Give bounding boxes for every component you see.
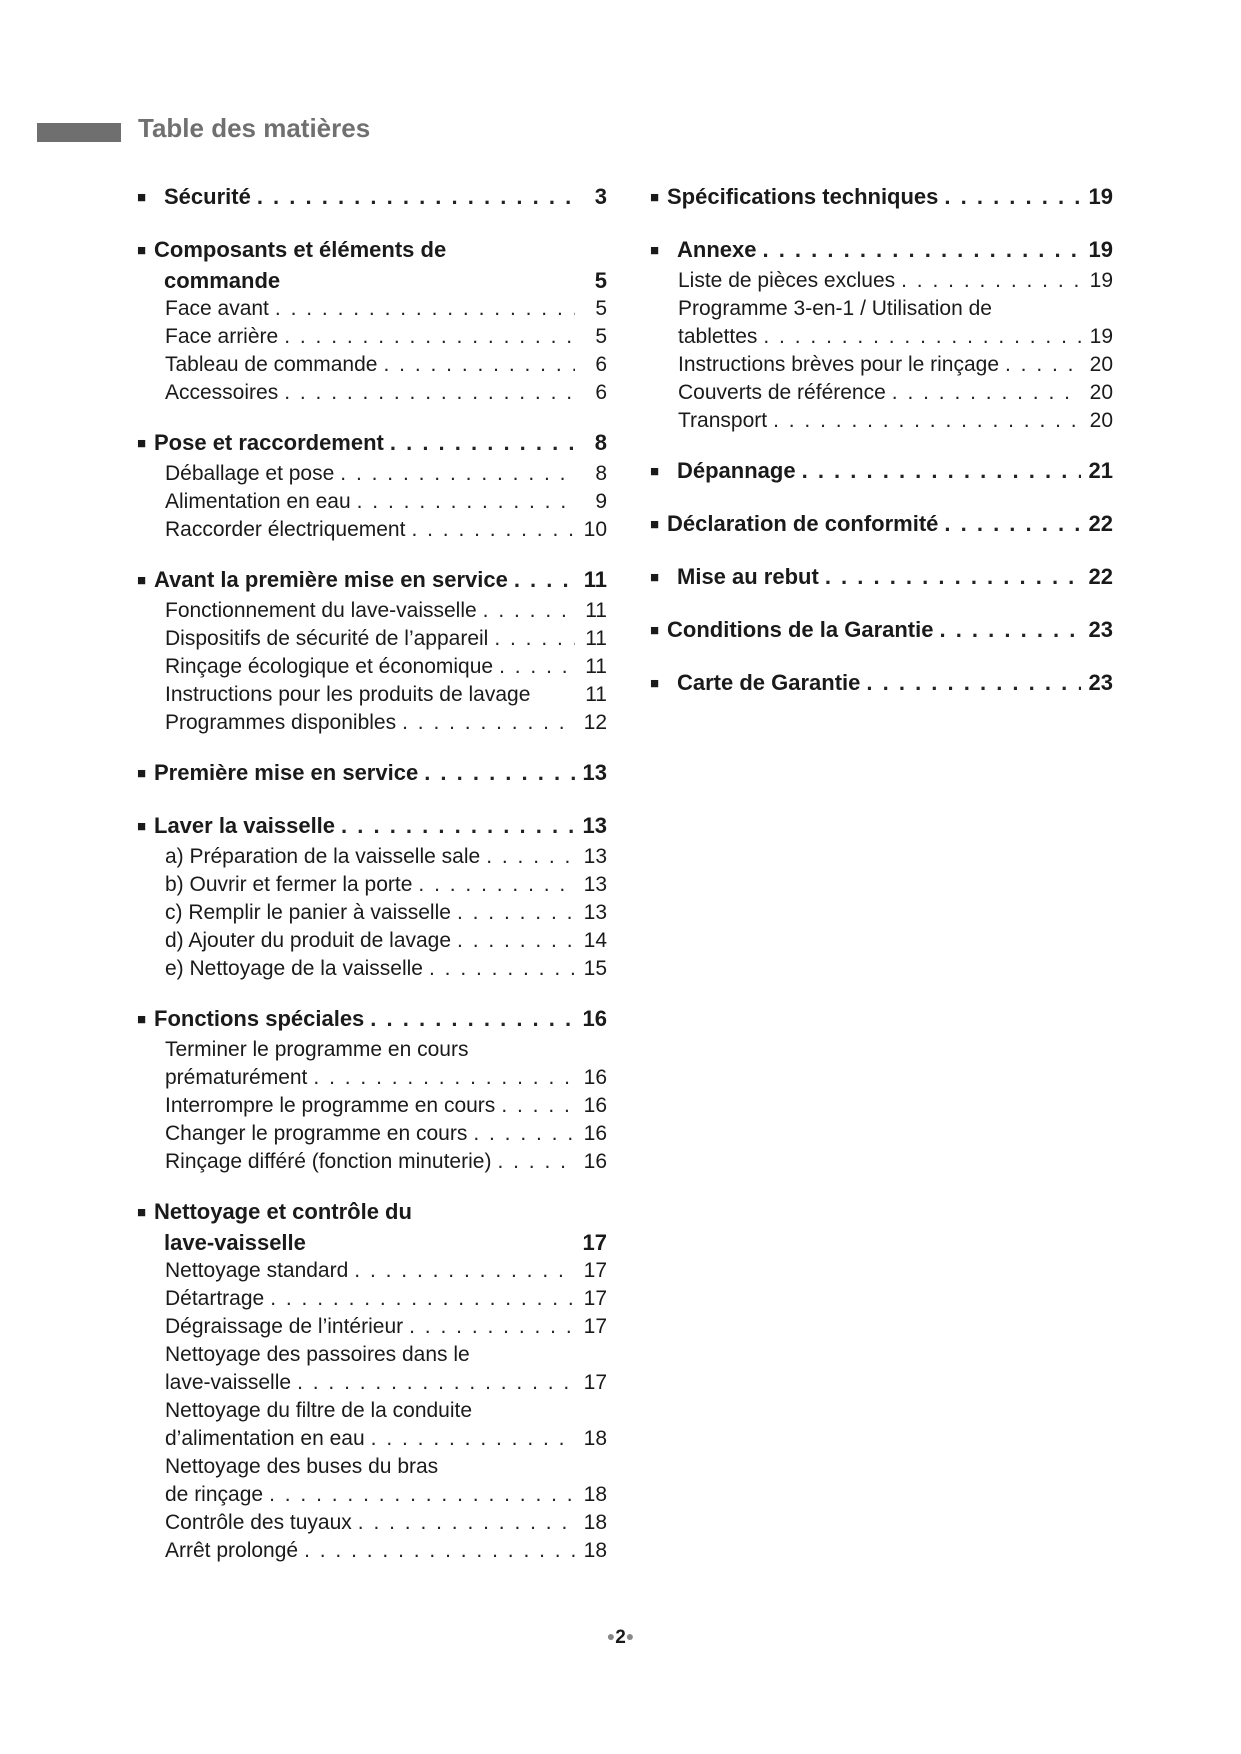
- toc-subentry[interactable]: Tableau de commande . . . 6: [137, 351, 607, 379]
- toc-subentry[interactable]: Alimentation en eau . . . 9: [137, 488, 607, 516]
- toc-subentry[interactable]: Programmes disponibles . . . 12: [137, 709, 607, 737]
- square-bullet-icon: ■: [650, 242, 660, 259]
- toc-entry[interactable]: ■ Conditions de la Garantie . . . 23: [650, 616, 1113, 647]
- toc-section-depannage: [650, 457, 1113, 488]
- toc-subentry[interactable]: Arrêt prolongé . . . 18: [137, 1537, 607, 1565]
- toc-subentry-continued[interactable]: lave-vaisselle . . . 17: [137, 1369, 607, 1397]
- toc-subentry[interactable]: Nettoyage des buses du bras: [165, 1455, 439, 1478]
- toc-subentry[interactable]: Contrôle des tuyaux . . . 18: [137, 1509, 607, 1537]
- toc-subentry[interactable]: Programme 3-en-1 / Utilisation de: [678, 297, 992, 320]
- square-bullet-icon: ■: [137, 765, 147, 782]
- square-bullet-icon: ■: [650, 189, 660, 206]
- toc-subentry[interactable]: Accessoires . . . 6: [137, 379, 607, 407]
- page-title: Table des matières: [138, 113, 371, 143]
- square-bullet-icon: ■: [650, 516, 660, 533]
- toc-left-column: [137, 183, 607, 1587]
- toc-subentry[interactable]: Face arrière . . . 5: [137, 323, 607, 351]
- toc-section-pose: [137, 429, 607, 544]
- toc-subentry-continued[interactable]: de rinçage . . . 18: [137, 1481, 607, 1509]
- toc-subentry[interactable]: Détartrage . . . 17: [137, 1285, 607, 1313]
- toc-subentry[interactable]: d) Ajouter du produit de lavage . . . 14: [137, 927, 607, 955]
- toc-entry[interactable]: ■ Annexe . . . 19: [650, 236, 1113, 267]
- toc-section-nettoyage: [137, 1198, 607, 1565]
- toc-subentry[interactable]: Fonctionnement du lave-vaisselle . . . 11: [137, 597, 607, 625]
- square-bullet-icon: ■: [137, 572, 147, 589]
- toc-section-avant: [137, 566, 607, 737]
- toc-subentry[interactable]: Instructions brèves pour le rinçage . . . 20: [650, 351, 1113, 379]
- dot-icon: ●: [625, 1628, 635, 1644]
- toc-entry[interactable]: ■ Pose et raccordement . . . 8: [137, 429, 607, 460]
- toc-entry-continued[interactable]: commande 5: [164, 268, 607, 293]
- toc-section-conditions: [650, 616, 1113, 647]
- toc-subentry[interactable]: Rinçage écologique et économique . . . 11: [137, 653, 607, 681]
- toc-subentry[interactable]: Dégraissage de l’intérieur . . . 17: [137, 1313, 607, 1341]
- toc-subentry[interactable]: Rinçage différé (fonction minuterie) . . . 16: [137, 1148, 607, 1176]
- square-bullet-icon: ■: [137, 1204, 147, 1221]
- square-bullet-icon: ■: [137, 818, 147, 835]
- toc-section-specs: [650, 183, 1113, 214]
- toc-section-securite: [137, 183, 607, 214]
- toc-subentry-continued[interactable]: tablettes . . . 19: [650, 323, 1113, 351]
- square-bullet-icon: ■: [650, 622, 660, 639]
- toc-subentry[interactable]: Nettoyage des passoires dans le: [165, 1343, 470, 1366]
- toc-entry[interactable]: ■ Spécifications techniques . . . 19: [650, 183, 1113, 214]
- square-bullet-icon: ■: [137, 1011, 147, 1028]
- toc-subentry-continued[interactable]: d’alimentation en eau . . . 18: [137, 1425, 607, 1453]
- toc-subentry[interactable]: Nettoyage du filtre de la conduite: [165, 1399, 473, 1422]
- toc-entry-continued[interactable]: lave-vaisselle 17: [164, 1230, 607, 1255]
- toc-section-composants: [137, 236, 607, 407]
- toc-subentry[interactable]: Dispositifs de sécurité de l’appareil . . . 11: [137, 625, 607, 653]
- toc-entry[interactable]: ■ Laver la vaisselle . . . 13: [137, 812, 607, 843]
- toc-entry[interactable]: ■ Avant la première mise en service . . . 11: [137, 566, 607, 597]
- toc-subentry-continued[interactable]: prématurément . . . 16: [137, 1064, 607, 1092]
- toc-entry[interactable]: ■ Mise au rebut . . . 22: [650, 563, 1113, 594]
- title-bar-decoration: [37, 123, 121, 142]
- page-number: 2: [615, 1627, 626, 1648]
- toc-section-premiere: [137, 759, 607, 790]
- toc-subentry[interactable]: Instructions pour les produits de lavage 11: [165, 683, 607, 706]
- toc-subentry[interactable]: Déballage et pose . . . 8: [137, 460, 607, 488]
- toc-subentry[interactable]: Transport . . . 20: [650, 407, 1113, 435]
- toc-entry[interactable]: ■ Carte de Garantie . . . 23: [650, 669, 1113, 700]
- toc-entry[interactable]: ■ Composants et éléments de: [137, 236, 607, 267]
- square-bullet-icon: ■: [137, 435, 147, 452]
- toc-entry[interactable]: ■ Dépannage . . . 21: [650, 457, 1113, 488]
- toc-subentry[interactable]: e) Nettoyage de la vaisselle . . . 15: [137, 955, 607, 983]
- toc-section-fonctions: [137, 1005, 607, 1176]
- toc-right-column: [650, 183, 1113, 722]
- square-bullet-icon: ■: [650, 569, 660, 586]
- toc-subentry[interactable]: Raccorder électriquement . . . 10: [137, 516, 607, 544]
- square-bullet-icon: ■: [650, 463, 660, 480]
- page-number-footer: [0, 1627, 1241, 1649]
- toc-entry[interactable]: ■ Nettoyage et contrôle du: [137, 1198, 607, 1229]
- toc-subentry[interactable]: Interrompre le programme en cours . . . 16: [137, 1092, 607, 1120]
- toc-entry[interactable]: ■ Première mise en service . . . 13: [137, 759, 607, 790]
- toc-subentry[interactable]: Terminer le programme en cours: [165, 1038, 469, 1061]
- toc-subentry[interactable]: Couverts de référence . . . 20: [650, 379, 1113, 407]
- toc-subentry[interactable]: Liste de pièces exclues . . . 19: [650, 267, 1113, 295]
- square-bullet-icon: ■: [137, 242, 147, 259]
- toc-subentry[interactable]: b) Ouvrir et fermer la porte . . . 13: [137, 871, 607, 899]
- square-bullet-icon: ■: [137, 189, 147, 206]
- toc-section-carte: [650, 669, 1113, 700]
- toc-entry[interactable]: ■ Fonctions spéciales . . . 16: [137, 1005, 607, 1036]
- toc-section-annexe: [650, 236, 1113, 435]
- toc-subentry[interactable]: Face avant . . . 5: [137, 295, 607, 323]
- square-bullet-icon: ■: [650, 675, 660, 692]
- toc-subentry[interactable]: Nettoyage standard . . . 17: [137, 1257, 607, 1285]
- toc-subentry[interactable]: a) Préparation de la vaisselle sale . . . 13: [137, 843, 607, 871]
- toc-entry[interactable]: ■ Déclaration de conformité . . . 22: [650, 510, 1113, 541]
- toc-subentry[interactable]: c) Remplir le panier à vaisselle . . . 13: [137, 899, 607, 927]
- toc-section-declaration: [650, 510, 1113, 541]
- toc-entry[interactable]: ■ Sécurité . . . 3: [137, 183, 607, 214]
- toc-section-rebut: [650, 563, 1113, 594]
- dot-icon: ●: [606, 1628, 616, 1644]
- toc-subentry[interactable]: Changer le programme en cours . . . 16: [137, 1120, 607, 1148]
- toc-section-laver: [137, 812, 607, 983]
